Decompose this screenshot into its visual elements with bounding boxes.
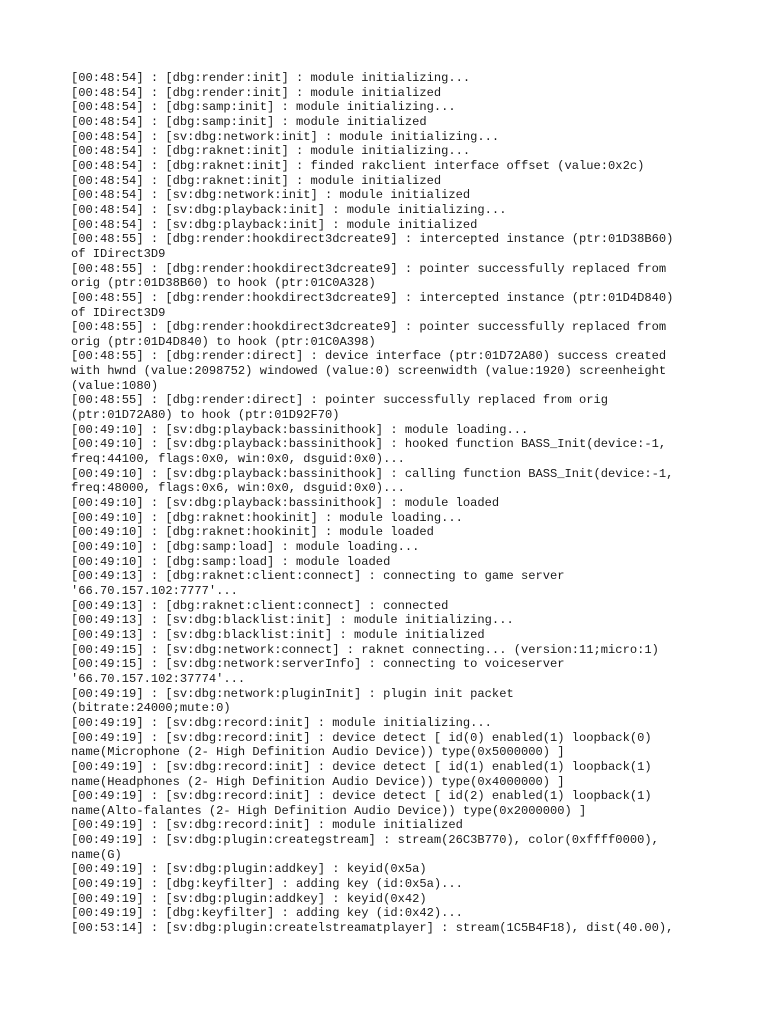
log-line: [00:48:54] : [dbg:samp:init] : module initializing... — [71, 100, 456, 115]
log-line: [00:48:54] : [dbg:samp:init] : module initialized — [71, 114, 427, 129]
log-line: [00:49:19] : [sv:dbg:plugin:addkey] : keyid(0x5a) — [71, 862, 427, 877]
log-line: of IDirect3D9 — [71, 305, 166, 320]
log-line: [00:48:54] : [sv:dbg:playback:init] : module initialized — [71, 217, 478, 232]
log-line: [00:48:55] : [dbg:render:hookdirect3dcreate9] : pointer successfully replaced from — [71, 261, 667, 276]
log-line: [00:48:55] : [dbg:render:hookdirect3dcreate9] : intercepted instance (ptr:01D38B60) — [71, 232, 674, 247]
log-line: [00:49:15] : [sv:dbg:network:connect] : raknet connecting... (version:11;micro:1) — [71, 642, 659, 657]
log-line: [00:49:10] : [dbg:samp:load] : module loaded — [71, 554, 391, 569]
log-line: name(Alto-falantes (2- High Definition Audio Device)) type(0x2000000) ] — [71, 803, 587, 818]
log-line: [00:49:15] : [sv:dbg:network:serverInfo] : connecting to voiceserver — [71, 657, 565, 672]
log-line: '66.70.157.102:7777'... — [71, 583, 238, 598]
log-line: [00:48:55] : [dbg:render:hookdirect3dcreate9] : pointer successfully replaced from — [71, 320, 667, 335]
log-line: freq:44100, flags:0x0, win:0x0, dsguid:0x0)... — [71, 452, 405, 467]
log-line: (ptr:01D72A80) to hook (ptr:01D92F70) — [71, 408, 340, 423]
log-line: name(Microphone (2- High Definition Audio Device)) type(0x5000000) ] — [71, 745, 565, 760]
log-line: (bitrate:24000;mute:0) — [71, 701, 231, 716]
log-line: [00:49:10] : [sv:dbg:playback:bassinithook] : calling function BASS_Init(device:-1, — [71, 466, 674, 481]
log-line: [00:48:54] : [dbg:raknet:init] : module initializing... — [71, 144, 471, 159]
log-line: [00:48:54] : [dbg:render:init] : module initializing... — [71, 71, 471, 85]
log-line: (value:1080) — [71, 378, 159, 393]
log-line: '66.70.157.102:37774'... — [71, 671, 246, 686]
log-line: orig (ptr:01D4D840) to hook (ptr:01C0A398) — [71, 334, 376, 349]
log-line: [00:49:13] : [sv:dbg:blacklist:init] : module initializing... — [71, 613, 514, 628]
log-line: [00:48:55] : [dbg:render:direct] : pointer successfully replaced from orig — [71, 393, 609, 408]
log-line: name(Headphones (2- High Definition Audio Device)) type(0x4000000) ] — [71, 774, 565, 789]
log-line: name(G) — [71, 847, 122, 862]
log-line: [00:48:55] : [dbg:render:direct] : device interface (ptr:01D72A80) success created — [71, 349, 667, 364]
log-line: [00:49:19] : [sv:dbg:record:init] : device detect [ id(1) enabled(1) loopback(1) — [71, 759, 652, 774]
log-line: [00:49:19] : [sv:dbg:record:init] : module initializing... — [71, 715, 492, 730]
log-line: [00:48:55] : [dbg:render:hookdirect3dcreate9] : intercepted instance (ptr:01D4D840) — [71, 290, 674, 305]
log-line: [00:49:10] : [dbg:raknet:hookinit] : module loaded — [71, 525, 434, 540]
log-line: [00:49:13] : [dbg:raknet:client:connect] : connecting to game server — [71, 569, 565, 584]
log-line: orig (ptr:01D38B60) to hook (ptr:01C0A328) — [71, 276, 376, 291]
log-line: [00:49:10] : [dbg:samp:load] : module loading... — [71, 540, 420, 554]
log-line: [00:53:14] : [sv:dbg:plugin:createlstreamatplayer] : stream(1C5B4F18), dist(40.00), — [71, 921, 674, 936]
log-line: [00:49:19] : [dbg:keyfilter] : adding key (id:0x42)... — [71, 906, 463, 921]
log-line: [00:48:54] : [sv:dbg:playback:init] : module initializing... — [71, 202, 507, 217]
log-line: [00:49:10] : [sv:dbg:playback:bassinithook] : module loading... — [71, 422, 529, 437]
log-line: [00:49:10] : [dbg:raknet:hookinit] : module loading... — [71, 510, 463, 525]
log-line: freq:48000, flags:0x6, win:0x0, dsguid:0x0)... — [71, 481, 405, 496]
log-line: [00:49:19] : [dbg:keyfilter] : adding key (id:0x5a)... — [71, 877, 463, 892]
log-line: [00:48:54] : [dbg:render:init] : module initialized — [71, 85, 442, 100]
log-line: of IDirect3D9 — [71, 246, 166, 261]
log-line: [00:49:19] : [sv:dbg:record:init] : device detect [ id(0) enabled(1) loopback(0) — [71, 730, 652, 745]
log-line: [00:49:19] : [sv:dbg:plugin:creategstream] : stream(26C3B770), color(0xffff0000), — [71, 833, 659, 848]
log-line: [00:48:54] : [dbg:raknet:init] : module initialized — [71, 173, 442, 188]
log-line: [00:49:19] : [sv:dbg:plugin:addkey] : keyid(0x42) — [71, 891, 427, 906]
log-line: [00:49:13] : [dbg:raknet:client:connect] : connected — [71, 598, 449, 613]
log-line: [00:49:19] : [sv:dbg:network:pluginInit] : plugin init packet — [71, 686, 514, 701]
log-line: [00:49:19] : [sv:dbg:record:init] : module initialized — [71, 818, 463, 833]
log-line: [00:49:10] : [sv:dbg:playback:bassinithook] : hooked function BASS_Init(device:-1, — [71, 437, 667, 452]
log-line: [00:49:10] : [sv:dbg:playback:bassinithook] : module loaded — [71, 496, 500, 511]
log-line: [00:48:54] : [sv:dbg:network:init] : module initialized — [71, 188, 471, 203]
debug-log — [71, 71, 707, 936]
log-line: [00:48:54] : [dbg:raknet:init] : finded rakclient interface offset (value:0x2c) — [71, 158, 645, 173]
log-line: [00:48:54] : [sv:dbg:network:init] : module initializing... — [71, 129, 500, 144]
log-line: [00:49:19] : [sv:dbg:record:init] : device detect [ id(2) enabled(1) loopback(1) — [71, 789, 652, 804]
log-line: [00:49:13] : [sv:dbg:blacklist:init] : module initialized — [71, 627, 485, 642]
log-line: with hwnd (value:2098752) windowed (value:0) screenwidth (value:1920) screenheight — [71, 364, 667, 379]
